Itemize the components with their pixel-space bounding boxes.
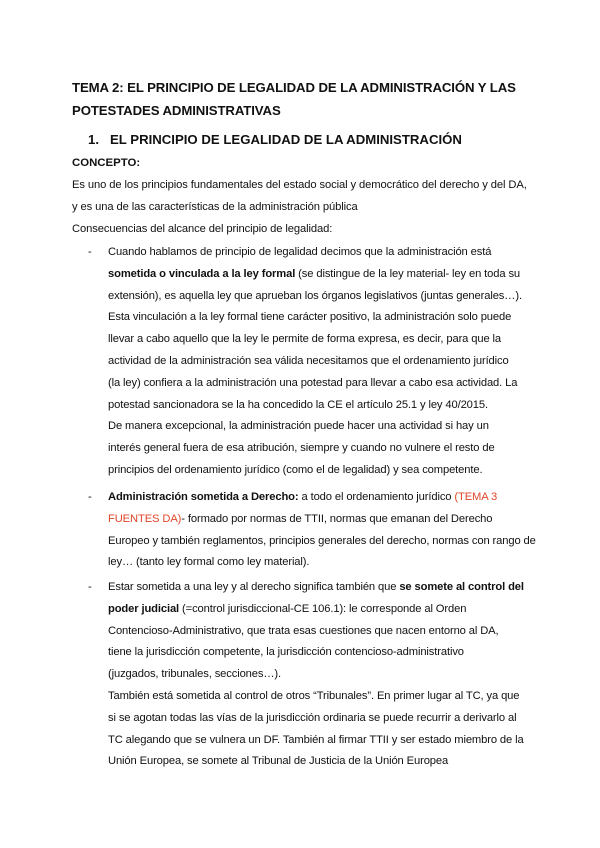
- b1-line-11: principios del ordenamiento jurídico (como el de legalidad) y sea competente.: [108, 463, 483, 476]
- b1-line-5: llevar a cabo aquello que la ley le permite de forma expresa, es decir, para que la: [108, 333, 502, 346]
- b3-line-5: (juzgados, tribunales, secciones…).: [108, 668, 282, 681]
- section-title: EL PRINCIPIO DE LEGALIDAD DE LA ADMINISTRACIÓN: [110, 132, 462, 147]
- b3-line-1: [108, 577, 528, 599]
- bullet-item-2: [108, 487, 536, 574]
- b1-line-2: [108, 264, 528, 286]
- title-line-2: POTESTADES ADMINISTRATIVAS: [72, 103, 281, 118]
- concept-label: CONCEPTO:: [72, 157, 141, 169]
- b3-line-8: TC alegando que se vulnera un DF. También al firmar TTII y ser estado miembro de la: [108, 733, 524, 746]
- section-heading: [88, 130, 548, 150]
- b2-line-3: Europeo y también reglamentos, principios generales del derecho, normas con rango de: [108, 534, 536, 547]
- intro-line-1: Es uno de los principios fundamentales del estado social y democrático del derecho y del DA,: [72, 179, 527, 191]
- b3-line-2: [108, 599, 528, 621]
- bullet-marker-1: -: [88, 246, 92, 258]
- b2-line-1: [108, 487, 528, 509]
- b2-line-2: [108, 509, 528, 531]
- b1-line-10: interés general fuera de esa atribución, siempre y cuando no vulnere el resto de: [108, 442, 495, 455]
- b1-bold: sometida o vinculada a la ley formal: [108, 267, 296, 280]
- b2-line-1-rest: a todo el ordenamiento jurídico: [298, 491, 455, 503]
- b1-line-7: (la ley) confiera a la administración una potestad para llevar a cabo esa actividad. La: [108, 376, 518, 389]
- intro-line-2: y es una de las características de la administración pública: [72, 200, 358, 213]
- b3-line-7: si se agotan todas las vías de la jurisdicción ordinaria se puede recurrir a derivarlo al: [108, 711, 517, 724]
- b2-reference-red-2: FUENTES DA): [108, 512, 182, 525]
- b3-line-4: tiene la jurisdicción competente, la jurisdicción contencioso-administrativo: [108, 646, 464, 659]
- intro-paragraph: [72, 175, 542, 240]
- b1-line-4: Esta vinculación a la ley formal tiene carácter positivo, la administración solo puede: [108, 311, 512, 324]
- b3-line-6: También está sometida al control de otros “Tribunales”. En primer lugar al TC, ya que: [108, 689, 520, 702]
- b1-line-9: De manera excepcional, la administración puede hacer una actividad si hay un: [108, 420, 489, 433]
- b1-line-1: Cuando hablamos de principio de legalidad decimos que la administración está: [108, 246, 492, 258]
- b3-line-2-rest: (=control jurisdiccional-CE 106.1): le corresponde al Orden: [179, 602, 467, 615]
- section-number: 1.: [88, 132, 99, 147]
- title-line-1: TEMA 2: EL PRINCIPIO DE LEGALIDAD DE LA ADMINISTRACIÓN Y LAS: [72, 80, 516, 95]
- b2-line-4: ley… (tanto ley formal como ley material).: [108, 556, 310, 569]
- b3-line-3: Contencioso-Administrativo, que trata esas cuestiones que nacen entorno al DA,: [108, 624, 499, 637]
- bullet-marker-2: -: [88, 491, 92, 503]
- intro-line-3: Consecuencias del alcance del principio de legalidad:: [72, 222, 333, 235]
- b3-line-1-rest: Estar sometida a una ley y al derecho significa también que: [108, 581, 400, 593]
- b3-bold-1: se somete al control del: [399, 581, 524, 593]
- b1-line-6: actividad de la administración sea válida necesitamos que el ordenamiento jurídico: [108, 354, 509, 367]
- b1-line-8: potestad sancionadora se la ha concedido la CE el artículo 25.1 y ley 40/2015.: [108, 398, 488, 411]
- bullet-item-3: [108, 577, 528, 773]
- bullet-item-1: [108, 242, 528, 482]
- bullet-marker-3: -: [88, 581, 92, 593]
- b2-reference-red-1: (TEMA 3: [454, 491, 498, 503]
- b3-line-9: Unión Europea, se somete al Tribunal de Justicia de la Unión Europea: [108, 755, 449, 768]
- b2-bold: Administración sometida a Derecho:: [108, 491, 299, 503]
- b3-bold-2: poder judicial: [108, 602, 180, 615]
- document-title: [72, 76, 542, 122]
- b1-line-2-rest: (se distingue de la ley material- ley en toda su: [295, 267, 521, 280]
- b2-line-2-rest: - formado por normas de TTII, normas que emanan del Derecho: [181, 512, 493, 525]
- b1-line-3: extensión), es aquella ley que aprueban los órganos legislativos (juntas generales…).: [108, 289, 522, 302]
